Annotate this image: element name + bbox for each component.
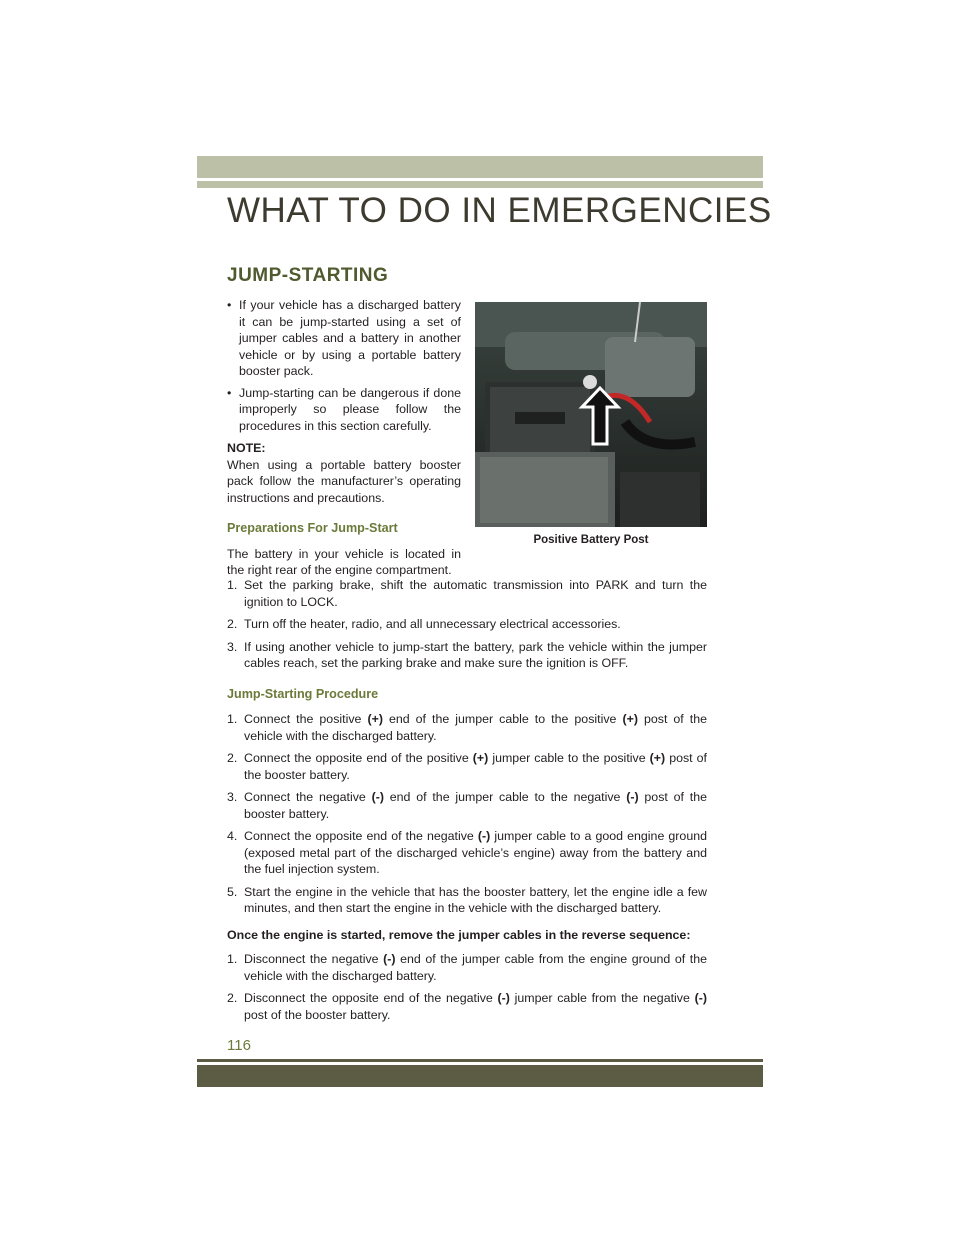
bullet-dot: • <box>227 298 232 312</box>
bullet-text: Jump-starting can be dangerous if done improperly so please follow the procedures in this section carefully. <box>239 385 461 433</box>
step-text-part: post of the booster battery. <box>244 790 707 821</box>
polarity-symbol: (-) <box>371 790 384 804</box>
step-number: 1. <box>227 712 238 726</box>
step-number: 1. <box>227 578 238 592</box>
step-text-part: end of the jumper cable from the engine ground of the vehicle with the discharged battery. <box>244 952 707 983</box>
step-text-part: post of the booster battery. <box>244 751 708 782</box>
step-text-part: post of the vehicle with the discharged battery. <box>244 712 707 743</box>
bullet-item <box>227 297 461 380</box>
bullet-text: If your vehicle has a discharged battery it can be jump-started using a set of jumper cables and a battery in another vehicle or by using a portable battery booster pack. <box>239 298 461 378</box>
list-item <box>227 577 707 610</box>
polarity-symbol: (-) <box>383 952 396 966</box>
preparations-text: The battery in your vehicle is located in the right rear of the engine compartment. <box>227 546 461 577</box>
engine-battery-photo <box>475 302 707 527</box>
page-number: 116 <box>227 1037 251 1054</box>
note-label: NOTE: <box>227 441 266 455</box>
chapter-title: WHAT TO DO IN EMERGENCIES <box>227 191 772 230</box>
step-number: 3. <box>227 790 238 804</box>
section-title: JUMP-STARTING <box>227 265 389 286</box>
step-number: 1. <box>227 952 238 966</box>
step-text-part: Connect the positive <box>244 712 368 726</box>
step-text-part: post of the booster battery. <box>244 1007 391 1022</box>
list-item <box>227 828 707 878</box>
list-item <box>227 990 707 1023</box>
list-item <box>227 789 707 822</box>
step-number: 5. <box>227 884 238 899</box>
preparations-heading: Preparations For Jump-Start <box>227 521 398 535</box>
step-text-part: Connect the opposite end of the negative <box>244 829 478 843</box>
step-text: Start the engine in the vehicle that has the booster battery, let the engine idle a few minutes, and then start the engine in the vehicle with the discharged battery. <box>244 884 707 915</box>
step-number: 3. <box>227 639 238 654</box>
list-item <box>227 711 707 744</box>
step-number: 4. <box>227 829 238 843</box>
step-text-part: end of the jumper cable to the negative <box>383 790 627 804</box>
polarity-symbol: (+) <box>472 751 489 765</box>
step-text: If using another vehicle to jump-start the battery, park the vehicle within the jumper cables reach, set the parking brake and make sure the ignition is OFF. <box>244 639 707 670</box>
step-text: Turn off the heater, radio, and all unnecessary electrical accessories. <box>244 617 621 631</box>
step-text <box>244 829 707 876</box>
polarity-symbol: (+) <box>622 712 638 726</box>
list-item <box>227 750 707 783</box>
footer-bar <box>197 1065 763 1087</box>
polarity-symbol: (+) <box>367 712 383 726</box>
polarity-symbol: (-) <box>694 991 707 1005</box>
step-text-part: jumper cable to a good engine ground (exposed metal part of the discharged vehicle’s engine) away from the battery and the fuel injection system. <box>244 829 707 876</box>
step-text-part: Connect the negative <box>244 790 372 804</box>
note-text: When using a portable battery booster pack follow the manufacturer’s operating instructions and precautions. <box>227 457 461 505</box>
list-item <box>227 616 707 633</box>
step-text-part: jumper cable to the positive <box>488 751 650 765</box>
step-number: 2. <box>227 991 238 1005</box>
step-text <box>244 712 707 743</box>
left-column <box>227 297 461 579</box>
step-text <box>244 991 707 1022</box>
step-number: 2. <box>227 617 238 631</box>
bullet-dot: • <box>227 385 232 400</box>
procedure-heading: Jump-Starting Procedure <box>227 686 379 701</box>
preparation-steps <box>227 577 707 1029</box>
engine-photo-illustration <box>475 302 707 527</box>
step-text <box>244 790 707 821</box>
footer-rule <box>197 1059 763 1062</box>
step-number: 2. <box>227 751 238 765</box>
bullet-item <box>227 385 461 435</box>
step-text-part: Connect the opposite end of the positive <box>244 751 473 765</box>
step-text-part: Disconnect the opposite end of the negative <box>244 991 498 1005</box>
polarity-symbol: (+) <box>649 751 666 765</box>
step-text-part: jumper cable from the negative <box>509 991 695 1005</box>
header-bar <box>197 156 763 178</box>
figure-caption: Positive Battery Post <box>533 534 649 546</box>
polarity-symbol: (-) <box>477 829 491 843</box>
step-text <box>244 952 707 983</box>
list-item <box>227 639 707 672</box>
header-rule <box>197 181 763 188</box>
polarity-symbol: (-) <box>626 790 639 804</box>
step-text-part: end of the jumper cable to the positive <box>382 712 623 726</box>
step-text: Set the parking brake, shift the automatic transmission into PARK and turn the ignition to LOCK. <box>244 578 707 609</box>
step-text-part: Disconnect the negative <box>244 952 384 966</box>
list-item <box>227 884 707 917</box>
list-item <box>227 951 707 984</box>
removal-heading: Once the engine is started, remove the jumper cables in the reverse sequence: <box>227 927 691 942</box>
polarity-symbol: (-) <box>497 991 510 1005</box>
step-text <box>244 751 707 782</box>
